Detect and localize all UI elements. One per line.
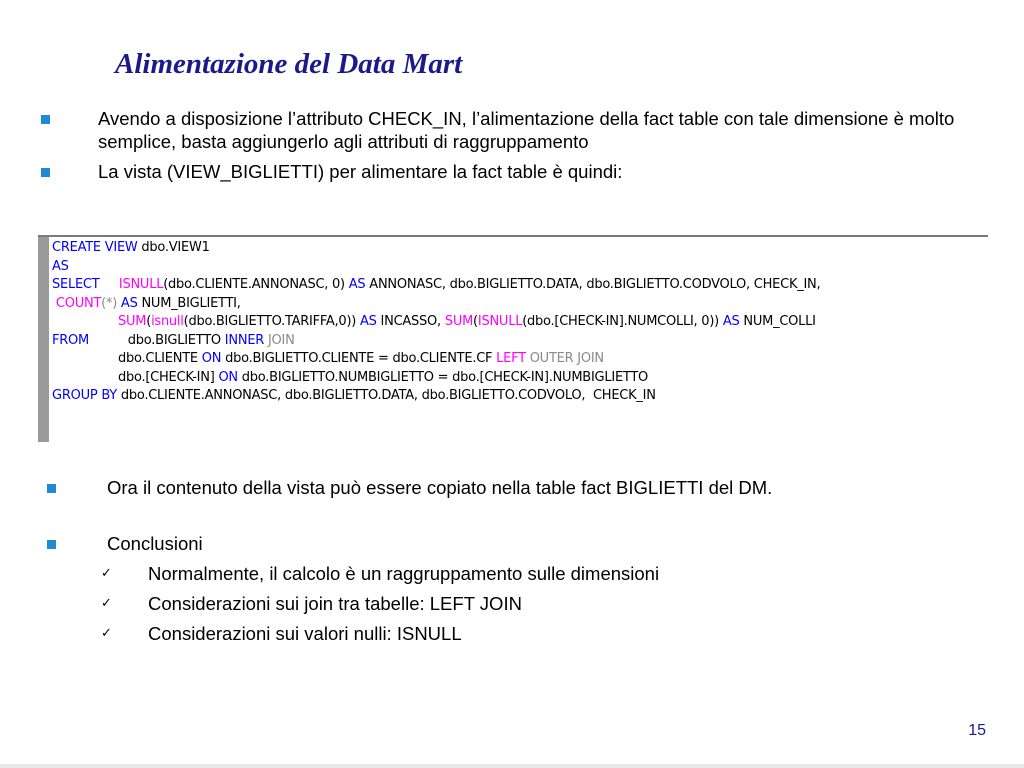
sql-code-line	[52, 313, 820, 332]
sql-keyword: AS	[359, 314, 377, 329]
sql-function: COUNT	[55, 295, 102, 311]
bullet-square-icon	[41, 168, 50, 177]
sql-function: ISNULL	[477, 314, 523, 329]
sql-text: (dbo.BIGLIETTO.TARIFFA,0))	[183, 314, 360, 329]
sql-text	[52, 314, 118, 329]
sql-code-line	[52, 276, 820, 295]
bullet-square-icon	[41, 115, 50, 124]
sql-code-line	[52, 295, 820, 314]
sql-text: NUM_COLLI	[739, 314, 816, 329]
bullet-text: Avendo a disposizione l’attributo CHECK_IN, l’alimentazione della fact table con tale dimensione è molto semplice, basta aggiungerlo agli attributi di raggruppamento	[98, 108, 955, 152]
sql-text: dbo.BIGLIETTO.CLIENTE = dbo.CLIENTE.CF	[221, 351, 497, 366]
sql-code-line	[52, 258, 820, 277]
sql-text: ANNONASC, dbo.BIGLIETTO.DATA, dbo.BIGLIETTO.CODVOLO, CHECK_IN,	[365, 277, 821, 292]
sql-text: dbo.BIGLIETTO.NUMBIGLIETTO = dbo.[CHECK-IN].NUMBIGLIETTO	[237, 369, 649, 385]
sql-keyword: AS	[52, 258, 69, 274]
bullet-square-icon	[47, 484, 56, 493]
sql-keyword: ON	[218, 369, 238, 385]
slide-title: Alimentazione del Data Mart	[115, 48, 463, 80]
sql-keyword: AS	[722, 314, 740, 329]
sql-text: OUTER JOIN	[525, 351, 604, 366]
sql-text: NUM_BIGLIETTI,	[137, 295, 241, 311]
sql-code-line	[52, 239, 820, 258]
sql-text: JOIN	[264, 332, 295, 348]
conclusioni-item: Considerazioni sui valori nulli: ISNULL	[148, 623, 462, 644]
sql-keyword: SELECT	[52, 277, 100, 292]
sql-keyword: AS	[120, 295, 138, 311]
check-icon: ✓	[101, 626, 112, 641]
conclusioni-item: Normalmente, il calcolo è un raggruppamento sulle dimensioni	[148, 563, 660, 584]
page-number: 15	[968, 722, 986, 739]
sql-keyword: GROUP BY	[52, 388, 117, 403]
sql-code-line	[52, 350, 820, 369]
sql-code-panel	[38, 235, 988, 442]
code-panel-gutter	[38, 237, 49, 442]
sql-keyword: ON	[201, 351, 222, 366]
sql-function: isnull	[151, 314, 184, 329]
sql-keyword: AS	[348, 277, 366, 292]
sql-text: INCASSO,	[376, 314, 445, 329]
footer-divider	[0, 764, 1024, 768]
sql-code	[52, 239, 820, 406]
sql-code-line	[52, 369, 820, 388]
conclusioni-label: Conclusioni	[107, 533, 203, 554]
check-icon: ✓	[101, 596, 112, 611]
conclusioni-item: Considerazioni sui join tra tabelle: LEFT JOIN	[148, 593, 522, 614]
bullet-text: Ora il contenuto della vista può essere copiato nella table fact BIGLIETTI del DM.	[107, 477, 773, 498]
sql-function: SUM	[444, 314, 474, 329]
sql-text: (*)	[101, 295, 121, 311]
sql-text: (dbo.[CHECK-IN].NUMCOLLI, 0))	[522, 314, 723, 329]
sql-text	[99, 277, 118, 292]
check-icon: ✓	[101, 566, 112, 581]
sql-text: (dbo.CLIENTE.ANNONASC, 0)	[163, 277, 349, 292]
bullet-text: La vista (VIEW_BIGLIETTI) per alimentare la fact table è quindi:	[98, 161, 623, 182]
sql-text: (	[473, 314, 478, 329]
sql-keyword: INNER	[224, 332, 265, 348]
sql-text: dbo.CLIENTE	[52, 351, 202, 366]
sql-code-line	[52, 332, 820, 351]
sql-text: (	[146, 314, 152, 329]
sql-text: dbo.[CHECK-IN]	[52, 369, 219, 385]
sql-keyword: CREATE VIEW	[52, 240, 138, 255]
sql-function: ISNULL	[118, 277, 164, 292]
bullet-square-icon	[47, 540, 56, 549]
sql-text: dbo.BIGLIETTO	[88, 332, 225, 348]
sql-text: dbo.CLIENTE.ANNONASC, dbo.BIGLIETTO.DATA, dbo.BIGLIETTO.CODVOLO, CHECK_IN	[116, 388, 656, 403]
sql-function: SUM	[118, 314, 147, 329]
sql-keyword: FROM	[52, 332, 89, 348]
sql-text: dbo.VIEW1	[137, 240, 210, 255]
sql-code-line	[52, 387, 820, 406]
sql-function: LEFT	[496, 351, 526, 366]
